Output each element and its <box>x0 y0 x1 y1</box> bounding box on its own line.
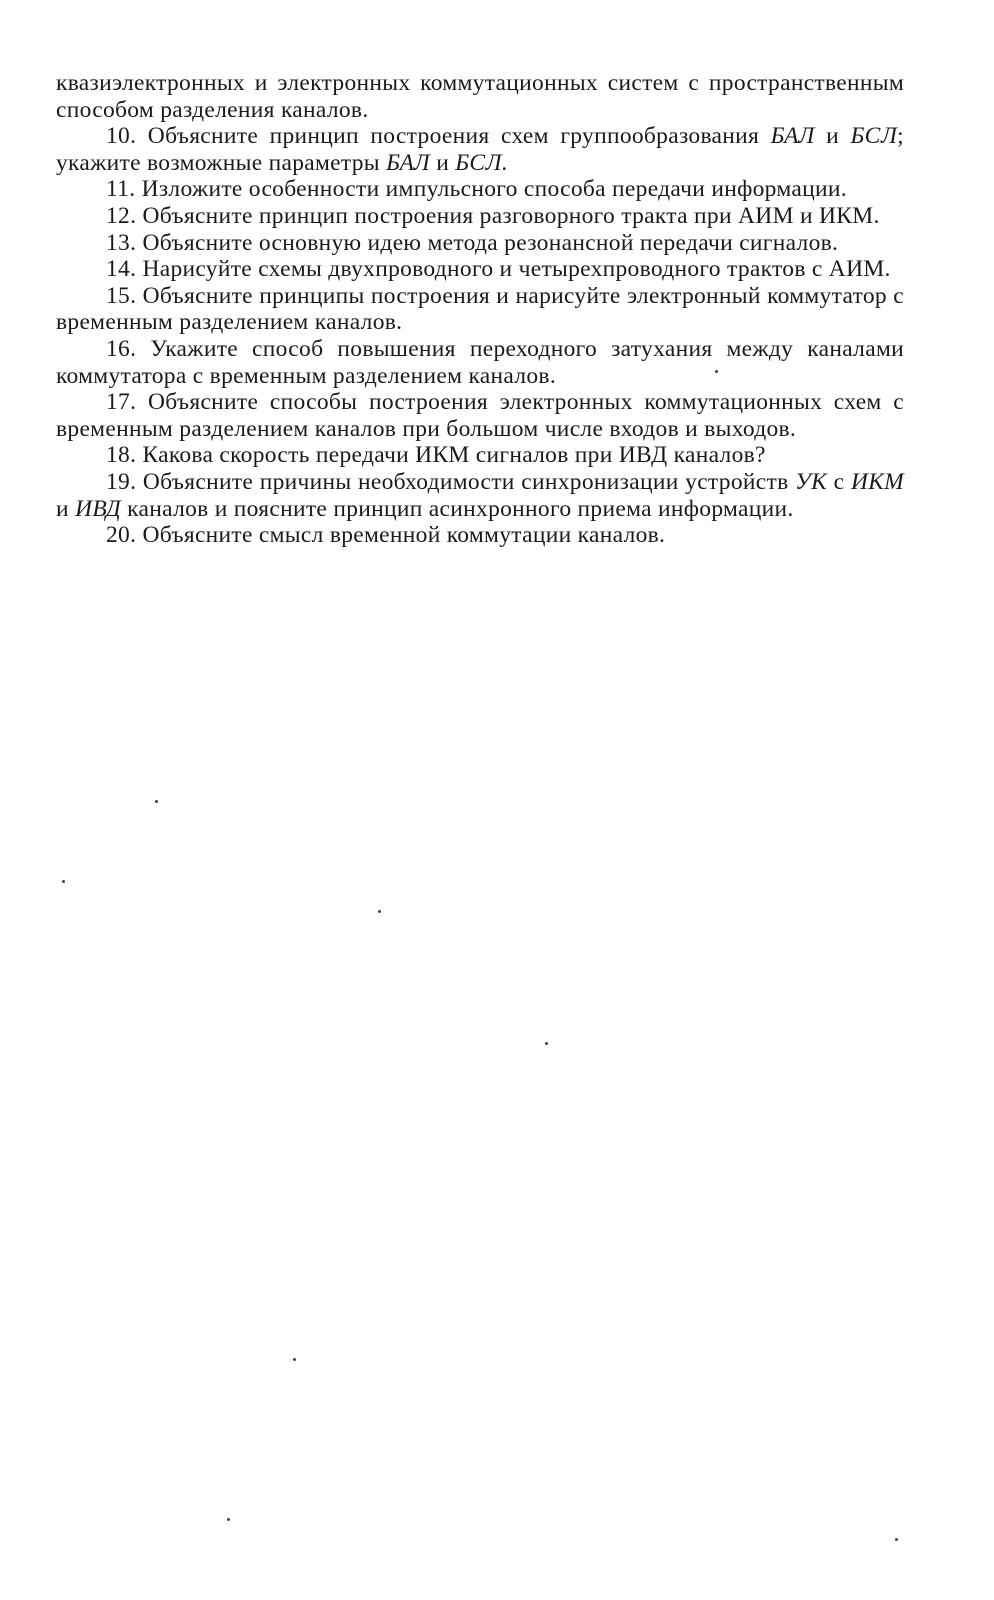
text-segment: 20. Объясните смысл временной коммутации каналов. <box>106 522 666 549</box>
text-segment: 16. Укажите способ повышения переходного затухания между каналами коммутатора с временным разделением каналов. <box>56 335 904 389</box>
italic-term: ИВД <box>75 495 121 522</box>
scan-speck <box>545 1042 548 1045</box>
text-segment: 15. Объясните принципы построения и нарисуйте электронный коммутатор с временным разделением каналов. <box>56 282 904 336</box>
text-segment: 14. Нарисуйте схемы двухпроводного и четырехпроводного трактов с АИМ. <box>106 256 891 283</box>
paragraph <box>56 442 904 469</box>
paragraph <box>56 123 904 176</box>
italic-term: БСЛ. <box>455 149 509 176</box>
scan-speck <box>62 880 65 883</box>
text-segment: с <box>827 468 851 495</box>
text-segment: ; укажите возможные параметры <box>56 123 904 176</box>
text-segment: 19. Объясните причины необходимости синхронизации устройств <box>106 468 796 495</box>
scan-speck <box>293 1358 296 1361</box>
text-segment: и <box>430 149 456 176</box>
paragraph <box>56 283 904 336</box>
paragraph <box>56 203 904 230</box>
scan-speck <box>715 370 718 373</box>
paragraph <box>56 469 904 522</box>
text-segment: 11. Изложите особенности импульсного способа передачи информации. <box>106 176 847 203</box>
italic-term: БАЛ <box>386 149 431 176</box>
text-segment: 12. Объясните принцип построения разговорного тракта при АИМ и ИКМ. <box>106 202 880 229</box>
paragraph <box>56 336 904 389</box>
scan-speck <box>227 1518 230 1521</box>
italic-term: БСЛ <box>850 123 898 150</box>
text-segment: 17. Объясните способы построения электронных коммутационных схем с временным разделением каналов при большом числе входов и выходов. <box>56 389 904 442</box>
scan-speck <box>378 910 381 913</box>
text-segment: 13. Объясните основную идею метода резонансной передачи сигналов. <box>106 229 839 256</box>
italic-term: ИКМ <box>850 468 904 495</box>
paragraph <box>56 522 904 549</box>
italic-term: УК <box>795 468 828 495</box>
text-segment: 18. Какова скорость передачи ИКМ сигналов при ИВД каналов? <box>106 442 766 469</box>
paragraph <box>56 389 904 442</box>
scan-speck <box>895 1538 898 1541</box>
scan-speck <box>155 800 158 803</box>
paragraph <box>56 230 904 257</box>
paragraph <box>56 70 904 123</box>
text-segment: и <box>814 123 851 150</box>
paragraph <box>56 176 904 203</box>
paragraph <box>56 256 904 283</box>
italic-term: БАЛ <box>770 123 815 150</box>
text-segment: каналов и поясните принцип асинхронного приема информации. <box>121 495 794 522</box>
document-page <box>56 70 904 549</box>
text-segment: 10. Объясните принцип построения схем группообразования <box>106 123 771 150</box>
text-segment: квазиэлектронных и электронных коммутационных систем с пространственным способом разделения каналов. <box>56 70 904 123</box>
text-segment: и <box>56 495 76 522</box>
